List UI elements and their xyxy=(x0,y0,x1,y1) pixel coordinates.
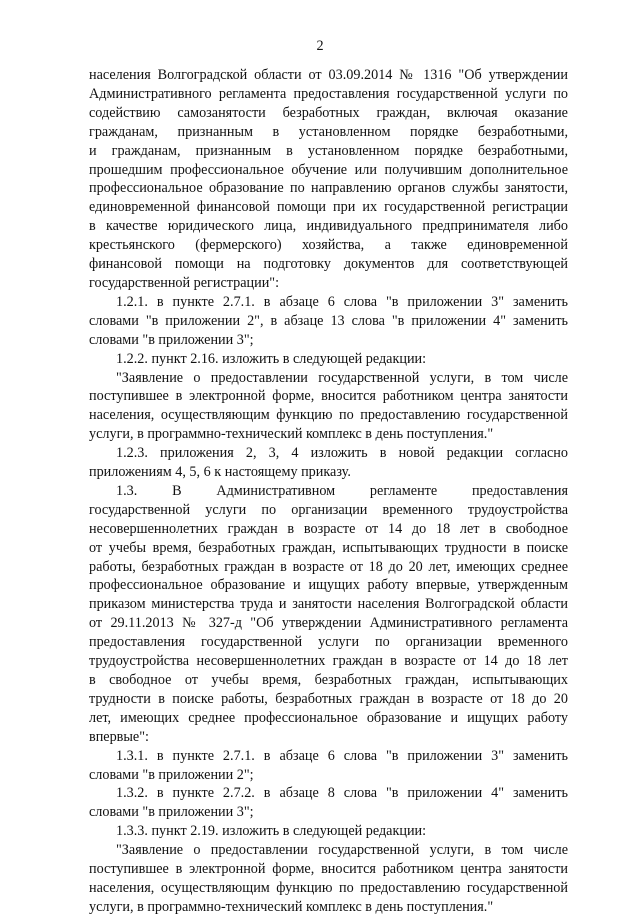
paragraph-line: 1.3.3. пункт 2.19. изложить в следующей редакции: xyxy=(116,823,427,840)
paragraph-line: в свободное от учебы время, безработных граждан, испытывающих xyxy=(89,672,568,688)
paragraph-line: населения Волгоградской области от 03.09.2014 № 1316 "Об утверждении xyxy=(89,67,568,83)
paragraph-line: прошедшим профессиональное обучение или получившим дополнительное xyxy=(89,161,568,178)
paragraph-line: финансовой помощи на подготовку документов для соответствующей xyxy=(89,256,568,273)
paragraph-line: "Заявление о предоставлении государственной услуги, в том числе xyxy=(116,369,568,386)
paragraph-line: работы, безработных граждан в возрасте от 18 до 20 лет, имеющих среднее xyxy=(89,558,568,575)
paragraph-line: впервые": xyxy=(89,728,149,745)
paragraph-line: в качестве юридического лица, индивидуального предпринимателя либо xyxy=(89,218,568,235)
paragraph-line: словами "в приложении 3"; xyxy=(89,331,254,348)
paragraph-line: приказом министерства труда и занятости населения Волгоградской области xyxy=(89,596,568,613)
paragraph-line: словами "в приложении 2"; xyxy=(89,766,254,783)
paragraph-line: словами "в приложении 2", в абзаце 13 слова "в приложении 4" заменить xyxy=(89,312,568,329)
page-number: 2 xyxy=(316,38,324,54)
paragraph-line: 1.2.3. приложения 2, 3, 4 изложить в новой редакции согласно xyxy=(116,445,568,462)
paragraph-line: от 29.11.2013 № 327-д "Об утверждении Административного регламента xyxy=(89,615,568,632)
paragraph-line: государственной регистрации": xyxy=(89,274,280,291)
paragraph-line: словами "в приложении 3"; xyxy=(89,804,254,821)
paragraph-line: 1.3.2. в пункте 2.7.2. в абзаце 8 слова "в приложении 4" заменить xyxy=(116,785,568,802)
paragraph-line: поступившее в электронной форме, вносится работником центра занятости xyxy=(89,388,568,405)
paragraph-line: и гражданам, признанным в установленном порядке безработными, xyxy=(89,142,568,159)
paragraph-line: поступившее в электронной форме, вносится работником центра занятости xyxy=(89,861,568,878)
paragraph-line: трудности в поиске работы, безработных граждан в возрасте от 18 до 20 xyxy=(89,690,568,707)
paragraph-line: 1.2.1. в пункте 2.7.1. в абзаце 6 слова "в приложении 3" заменить xyxy=(116,293,568,310)
paragraph-line: несовершеннолетних граждан в возрасте от 14 до 18 лет в свободное xyxy=(89,520,568,537)
paragraph-line: содействию самозанятости безработных граждан, включая оказание xyxy=(89,104,568,121)
paragraph-line: 1.3. В Административном регламенте предоставления xyxy=(116,482,568,499)
paragraph-line: 1.2.2. пункт 2.16. изложить в следующей редакции: xyxy=(116,350,427,367)
paragraph-line: "Заявление о предоставлении государственной услуги, в том числе xyxy=(116,842,568,859)
paragraph-line: 1.3.1. в пункте 2.7.1. в абзаце 6 слова "в приложении 3" заменить xyxy=(116,747,568,764)
document-body xyxy=(89,66,568,917)
paragraph-line: от учебы время, безработных граждан, испытывающих трудности в поиске xyxy=(89,539,568,556)
paragraph-line: профессиональное образование по направлению органов службы занятости, xyxy=(89,180,568,197)
paragraph-line: приложениям 4, 5, 6 к настоящему приказу. xyxy=(89,464,351,481)
paragraph-line: услуги, в программно-технический комплекс в день поступления." xyxy=(89,426,494,443)
paragraph-line: Административного регламента предоставления государственной услуги по xyxy=(89,85,568,102)
paragraph-line: единовременной финансовой помощи при их государственной регистрации xyxy=(89,199,568,216)
paragraph-line: государственной услуги по организации временного трудоустройства xyxy=(89,501,568,518)
paragraph-line: предоставления государственной услуги по организации временного xyxy=(89,634,568,651)
paragraph-line: профессиональное образование и ищущих работу впервые, утвержденным xyxy=(89,577,568,594)
paragraph-line: гражданам, признанным в установленном порядке безработными, xyxy=(89,123,568,140)
paragraph-line: трудоустройства несовершеннолетних граждан в возрасте от 14 до 18 лет xyxy=(89,653,568,670)
paragraph-line: населения, осуществляющим функцию по предоставлению государственной xyxy=(89,879,568,896)
paragraph-line: лет, имеющих среднее профессиональное образование и ищущих работу xyxy=(89,709,568,726)
paragraph-line: населения, осуществляющим функцию по предоставлению государственной xyxy=(89,407,568,424)
paragraph-line: услуги, в программно-технический комплекс в день поступления." xyxy=(89,898,494,915)
paragraph-line: крестьянского (фермерского) хозяйства, а также единовременной xyxy=(89,237,568,254)
